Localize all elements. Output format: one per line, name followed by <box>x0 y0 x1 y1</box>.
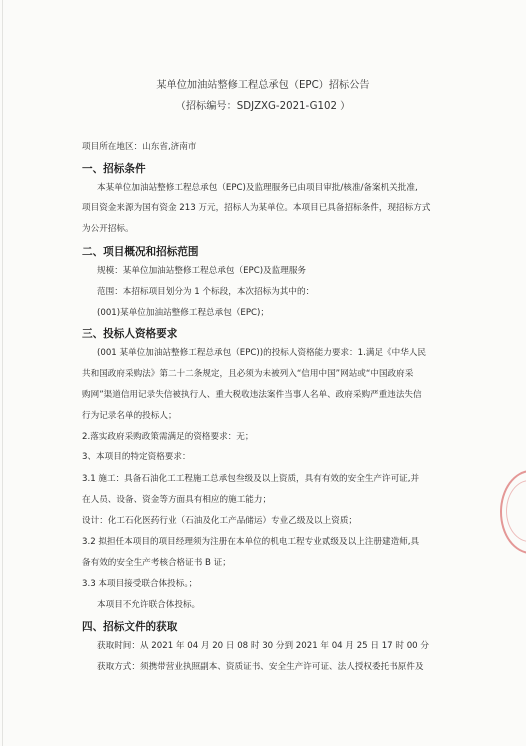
section3-line-5: 2.落实政府采购政策需满足的资格要求：无； <box>82 432 254 442</box>
section3-line-2: 共和国政府采购法》第二十二条规定，且必须为未被列入“信用中国”网站或“中国政府采 <box>82 369 414 379</box>
section-heading-4: 四、招标文件的获取 <box>82 621 178 633</box>
section3-line-6: 3、本项目的特定资格要求： <box>82 452 191 462</box>
section2-line-1: 规模：某单位加油站整修工程总承包（EPC)及监理服务 <box>97 266 307 276</box>
section3-line-8: 在人员、设备、资金等方面具有相应的施工能力； <box>82 495 272 505</box>
section3-line-10: 3.2 拟担任本项目的项目经理须为注册在本单位的机电工程专业贰级及以上注册建造师,具 <box>82 537 420 547</box>
section2-line-3: (001)某单位加油站整修工程总承包（EPC)； <box>97 308 269 318</box>
section2-line-2: 范围：本招标项目划分为 1 个标段，本次招标为其中的： <box>97 287 315 297</box>
project-number: （招标编号：SDJZXG-2021-G102 ） <box>175 101 351 112</box>
section4-line-1: 获取时间：从 2021 年 04 月 20 日 08 时 30 分到 2021 年 04 月 25 日 17 时 00 分 <box>97 641 429 651</box>
document-title: 某单位加油站整修工程总承包（EPC）招标公告 <box>156 80 370 91</box>
section3-line-13: 本项目不允许联合体投标。 <box>97 600 201 610</box>
section-heading-1: 一、招标条件 <box>82 163 146 175</box>
section3-line-1: (001 某单位加油站整修工程总承包（EPC))的投标人资格能力要求：1.满足《中华人民 <box>97 348 427 358</box>
section-heading-2: 二、项目概况和招标范围 <box>82 246 199 258</box>
project-location: 项目所在地区：山东省,济南市 <box>82 142 197 152</box>
section-heading-3: 三、投标人资格要求 <box>82 328 178 340</box>
section4-line-2: 获取方式：须携带营业执照副本、资质证书、安全生产许可证、法人授权委托书原件及 <box>97 662 424 672</box>
section3-line-4: 行为记录名单的投标人； <box>82 411 177 421</box>
section1-line-2: 项目资金来源为国有资金 213 万元，招标人为某单位。本项目已具备招标条件，现招标方式 <box>82 203 431 213</box>
section1-line-3: 为公开招标。 <box>82 224 134 234</box>
section3-line-3: 购网”渠道信用记录失信被执行人、重大税收违法案件当事人名单、政府采购严重违法失信 <box>82 390 422 400</box>
section3-line-7: 3.1 施工：具备石油化工工程施工总承包叁级及以上资质，具有有效的安全生产许可证,并 <box>82 474 420 484</box>
section3-line-9: 设计：化工石化医药行业（石油及化工产品储运）专业乙级及以上资质； <box>82 516 358 526</box>
section1-line-1: 本某单位加油站整修工程总承包（EPC)及监理服务已由项目审批/核准/备案机关批准, <box>97 183 418 193</box>
section3-line-12: 3.3 本项目接受联合体投标。； <box>82 579 198 589</box>
section3-line-11: 备有效的安全生产考核合格证书 B 证； <box>82 558 231 568</box>
